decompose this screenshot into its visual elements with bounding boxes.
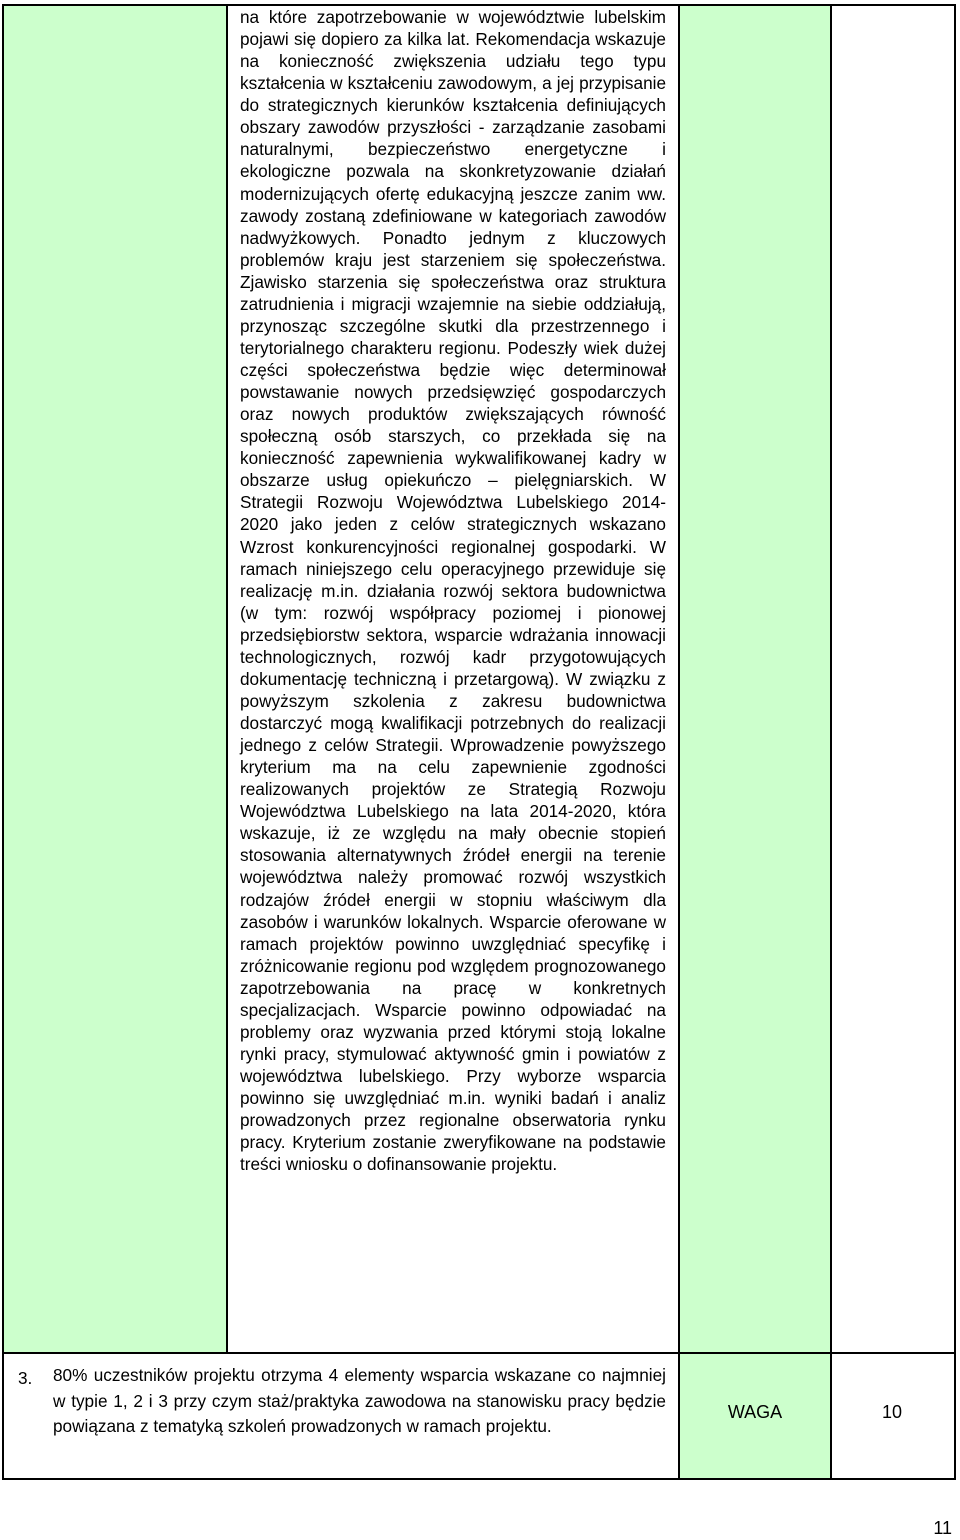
page-number: 11 — [933, 1518, 952, 1538]
green-column-right — [680, 6, 830, 1352]
green-column-left — [4, 6, 226, 1352]
justification-text: na które zapotrzebowanie w województwie lubelskim pojawi się dopiero za kilka lat. Rekomendacja wskazuje na konieczność zwiększenia udziału tego typu kształcenia w kształceniu zawodowym, a jej przypisanie do strategicznych kierunków kształcenia definiujących obszary zawodów przyszłości - zarządzanie zasobami naturalnymi, bezpieczeństwo energetyczne i ekologiczne pozwala na skonkretyzowanie działań modernizujących ofertę edukacyjną jeszcze zanim ww. zawody zostaną zdefiniowane w kategoriach zawodów nadwyżkowych. Ponadto jednym z kluczowych problemów kraju jest starzeniem się społeczeństwa. Zjawisko starzenia się społeczeństwa oraz struktura zatrudnienia i migracji wzajemnie na siebie oddziałują, przynosząc szczególne skutki dla przestrzennego i terytorialnego charakteru regionu. Podeszły wiek dużej części społeczeństwa będzie więc determinował powstawanie nowych przedsięwzięć gospodarczych oraz nowych produktów zwiększających równość społeczną osób starszych, co przekłada się na konieczność zapewnienia wykwalifikowanej kadry w obszarze usług opiekuńczo – pielęgniarskich. W Strategii Rozwoju Województwa Lubelskiego 2014-2020 jako jeden z celów strategicznych wskazano Wzrost konkurencyjności regionalnej gospodarki. W ramach niniejszego celu operacyjnego przewiduje się realizację m.in. działania rozwój sektora budownictwa (w tym: rozwój współpracy poziomej i pionowej przedsiębiorstw sektora, wsparcie wdrażania innowacji technologicznych, rozwój kadr przygotowujących dokumentację techniczną i przetargową). W związku z powyższym szkolenia z zakresu budownictwa dostarczyć mogą kwalifikacji potrzebnych do realizacji jednego z celów Strategii. Wprowadzenie powyższego kryterium ma na celu zapewnienie zgodności realizowanych projektów ze Strategią Rozwoju Województwa Lubelskiego na lata 2014-2020, która wskazuje, iż ze względu na mały obecnie stopień stosowania alternatywnych źródeł energii na terenie województwa należy promować rozwój wszystkich rodzajów źródeł energii w stopniu właściwym dla zasobów i warunków lokalnych. Wsparcie oferowane w ramach projektów powinno uwzględniać specyfikę i zróżnicowanie regionu pod względem prognozowanego zapotrzebowania na pracę w konkretnych specjalizacjach. Wsparcie powinno odpowiadać na problemy oraz wyzwania przed którymi stoją lokalne rynki pracy, stymulować aktywność gmin i powiatów z województwa lubelskiego. Przy wyborze wsparcia powinno się uwzględniać m.in. wyniki badań i analiz prowadzonych przez regionalne obserwatoria rynku pracy. Kryterium zostanie zweryfikowane na podstawie treści wniosku o dofinansowanie projektu. — [240, 7, 666, 1175]
column-divider — [830, 4, 832, 1480]
criterion-text: 80% uczestników projektu otrzyma 4 elementy wsparcia wskazane co najmniej w typie 1, 2 i 3 przy czym staż/praktyka zawodowa na stanowisku pracy będzie powiązana z tematyką szkoleń prowadzonych w ramach projektu. — [53, 1365, 666, 1436]
criterion-points: 10 — [881, 1402, 903, 1422]
column-divider — [678, 4, 680, 1480]
row-divider — [2, 1352, 956, 1354]
column-divider — [226, 4, 228, 1354]
criterion-number: 3. — [18, 1368, 33, 1388]
criterion-type-label: WAGA — [727, 1402, 783, 1422]
